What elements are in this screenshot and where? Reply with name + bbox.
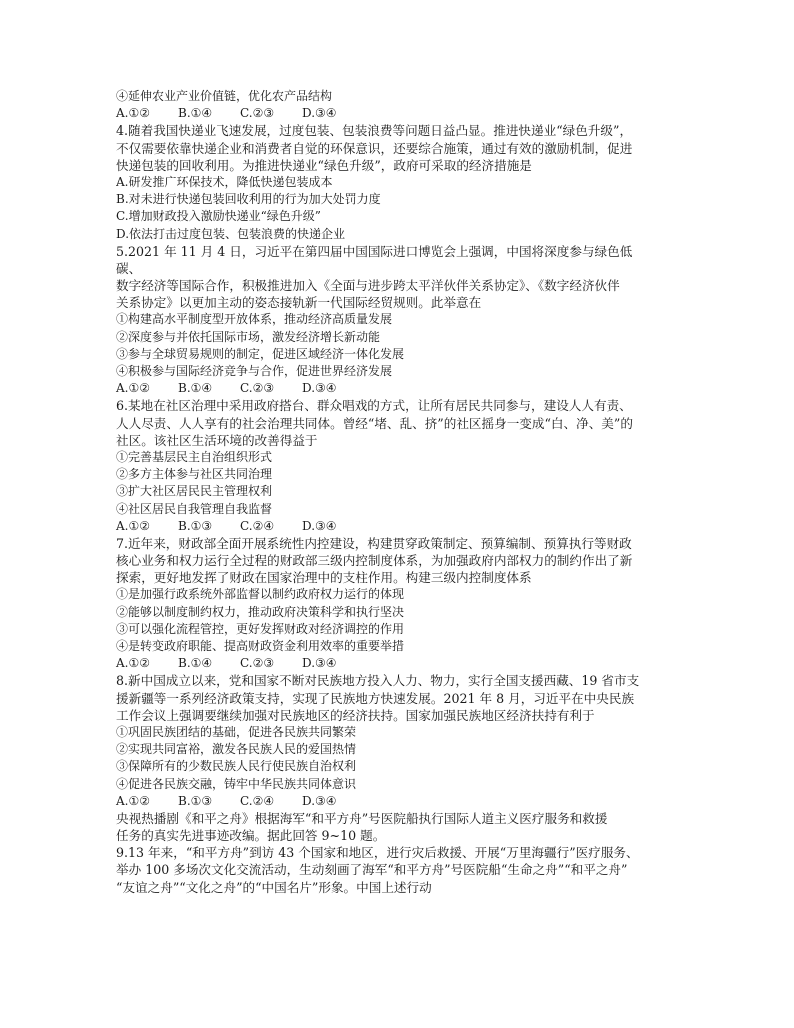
- q5-stem-line: 数字经济等国际合作，积极推进加入《全面与进步跨太平洋伙伴关系协定》、《数字经济伙伴: [116, 278, 620, 294]
- choice-b: B.①④: [178, 656, 213, 671]
- section-intro-line: 央视热播剧《和平之舟》根据海军“和平方舟”号医院船执行国际人道主义医疗服务和救援: [116, 810, 608, 826]
- q7-stem-line: 核心业务和权力运行全过程的财政部三级内控制度体系，为加强政府内部权力的制约作出了新: [116, 553, 633, 569]
- q3-choices: [116, 105, 682, 122]
- choice-c: C.②③: [240, 106, 275, 121]
- q8-stem-line: 工作会议上强调要继续加强对民族地区的经济扶持。国家加强民族地区经济扶持有利于: [116, 707, 595, 723]
- q5-option-4: ④积极参与国际经济竞争与合作，促进世界经济发展: [116, 364, 393, 378]
- choice-d: D.③④: [302, 518, 337, 533]
- q6-stem-line: 社区。该社区生活环境的改善得益于: [116, 432, 318, 448]
- q4-option-a: A.研发推广环保技术，降低快递包装成本: [116, 174, 333, 189]
- q7-option-4: ④是转变政府职能、提高财政资金利用效率的重要举措: [116, 639, 405, 653]
- q6-option-3: ③扩大社区居民民主管理权利: [116, 484, 273, 499]
- q8-choices: [116, 793, 682, 810]
- q8-stem-line: 援新疆等一系列经济政策支持，实现了民族地方快速发展。2021 年 8 月，习近平在中央民族: [116, 690, 635, 706]
- q5-choices: [116, 380, 682, 397]
- q6-choices: [116, 518, 682, 535]
- q4-stem-line: 不仅需要依靠快递企业和消费者自觉的环保意识，还要综合施策，通过有效的激励机制，促进: [116, 140, 633, 156]
- choice-c: C.②④: [240, 793, 275, 808]
- q5-option-3: ③参与全球贸易规则的制定，促进区域经济一体化发展: [116, 346, 405, 361]
- section-intro-line: 任务的真实先进事迹改编。据此回答 9~10 题。: [116, 828, 386, 844]
- choice-c: C.②④: [240, 518, 275, 533]
- q9-stem-line: “友谊之舟”“文化之舟”的“中国名片”形象。中国上述行动: [116, 879, 432, 895]
- q4-option-b: B.对未进行快递包装回收利用的行为加大处罚力度: [116, 192, 381, 207]
- q3-option-4: ④延伸农业产业价值链，优化农产品结构: [116, 89, 333, 103]
- q5-stem-line: 5.2021 年 11 月 4 日，习近平在第四届中国国际进口博览会上强调，中国将深度参与绿色低: [116, 243, 633, 259]
- q6-stem-line: 人人尽责、人人享有的社会治理共同体。曾经“堵、乱、挤”的社区摇身一变成“白、净、美”的: [116, 415, 633, 431]
- choice-a: A.①②: [116, 656, 150, 671]
- q5-option-2: ②深度参与并依托国际市场，激发经济增长新动能: [116, 329, 381, 344]
- choice-d: D.③④: [302, 656, 337, 671]
- exam-page: [116, 88, 682, 896]
- q7-option-1: ①是加强行政系统外部监督以制约政府权力运行的体现: [116, 587, 405, 602]
- choice-a: A.①②: [116, 381, 150, 396]
- q8-option-4: ④促进各民族交融，铸牢中华民族共同体意识: [116, 776, 357, 791]
- q6-option-2: ②多方主体参与社区共同治理: [116, 467, 273, 482]
- q6-stem-line: 6.某地在社区治理中采用政府搭台、群众唱戏的方式，让所有居民共同参与，建设人人有责、: [116, 398, 632, 414]
- q5-option-1: ①构建高水平制度型开放体系，推动经济高质量发展: [116, 312, 393, 327]
- q4-stem-line: 4.随着我国快递业飞速发展，过度包装、包装浪费等问题日益凸显。推进快递业“绿色升级”，: [116, 123, 633, 139]
- choice-c: C.②③: [240, 381, 275, 396]
- q4-option-d: D.依法打击过度包装、包装浪费的快递企业: [116, 226, 346, 241]
- q6-option-4: ④社区居民自我管理自我监督: [116, 501, 273, 516]
- choice-d: D.③④: [302, 793, 337, 808]
- choice-a: A.①②: [116, 106, 150, 121]
- q8-option-1: ①巩固民族团结的基础，促进各民族共同繁荣: [116, 724, 357, 739]
- q5-stem-line: 关系协定》以更加主动的姿态接轨新一代国际经贸规则。此举意在: [116, 295, 482, 311]
- choice-b: B.①③: [178, 793, 213, 808]
- q7-choices: [116, 655, 682, 672]
- q5-stem-line: 碳、: [116, 260, 142, 276]
- q7-option-2: ②能够以制度制约权力，推动政府决策科学和执行坚决: [116, 604, 405, 619]
- q4-stem-line: 快递包装的回收利用。为推进快递业“绿色升级”，政府可采取的经济措施是: [116, 157, 532, 173]
- choice-b: B.①③: [178, 518, 213, 533]
- q7-option-3: ③可以强化流程管控，更好发挥财政对经济调控的作用: [116, 621, 405, 636]
- q9-stem-line: 9.13 年来，“和平方舟”到访 43 个国家和地区，进行灾后救援、开展“万里海疆行”医疗服务、: [116, 845, 639, 861]
- q9-stem-line: 举办 100 多场次文化交流活动，生动刻画了海军“和平方舟”号医院船“生命之舟”“和平之舟”: [116, 862, 628, 878]
- q8-stem-line: 8.新中国成立以来，党和国家不断对民族地方投入人力、物力，实行全国支援西藏、19 省市支: [116, 673, 640, 689]
- q7-stem-line: 7.近年来，财政部全面开展系统性内控建设，构建贯穿政策制定、预算编制、预算执行等财政: [116, 535, 632, 551]
- q6-option-1: ①完善基层民主自治组织形式: [116, 449, 273, 464]
- choice-a: A.①②: [116, 793, 150, 808]
- q7-stem-line: 探索，更好地发挥了财政在国家治理中的支柱作用。构建三级内控制度体系: [116, 570, 532, 586]
- q4-option-c: C.增加财政投入激励快递业“绿色升级”: [116, 209, 321, 224]
- choice-a: A.①②: [116, 518, 150, 533]
- choice-b: B.①④: [178, 381, 213, 396]
- q8-option-3: ③保障所有的少数民族人民行使民族自治权利: [116, 759, 357, 774]
- choice-d: D.③④: [302, 106, 337, 121]
- choice-c: C.②③: [240, 656, 275, 671]
- q8-option-2: ②实现共同富裕，激发各民族人民的爱国热情: [116, 742, 357, 757]
- choice-d: D.③④: [302, 381, 337, 396]
- choice-b: B.①④: [178, 106, 213, 121]
